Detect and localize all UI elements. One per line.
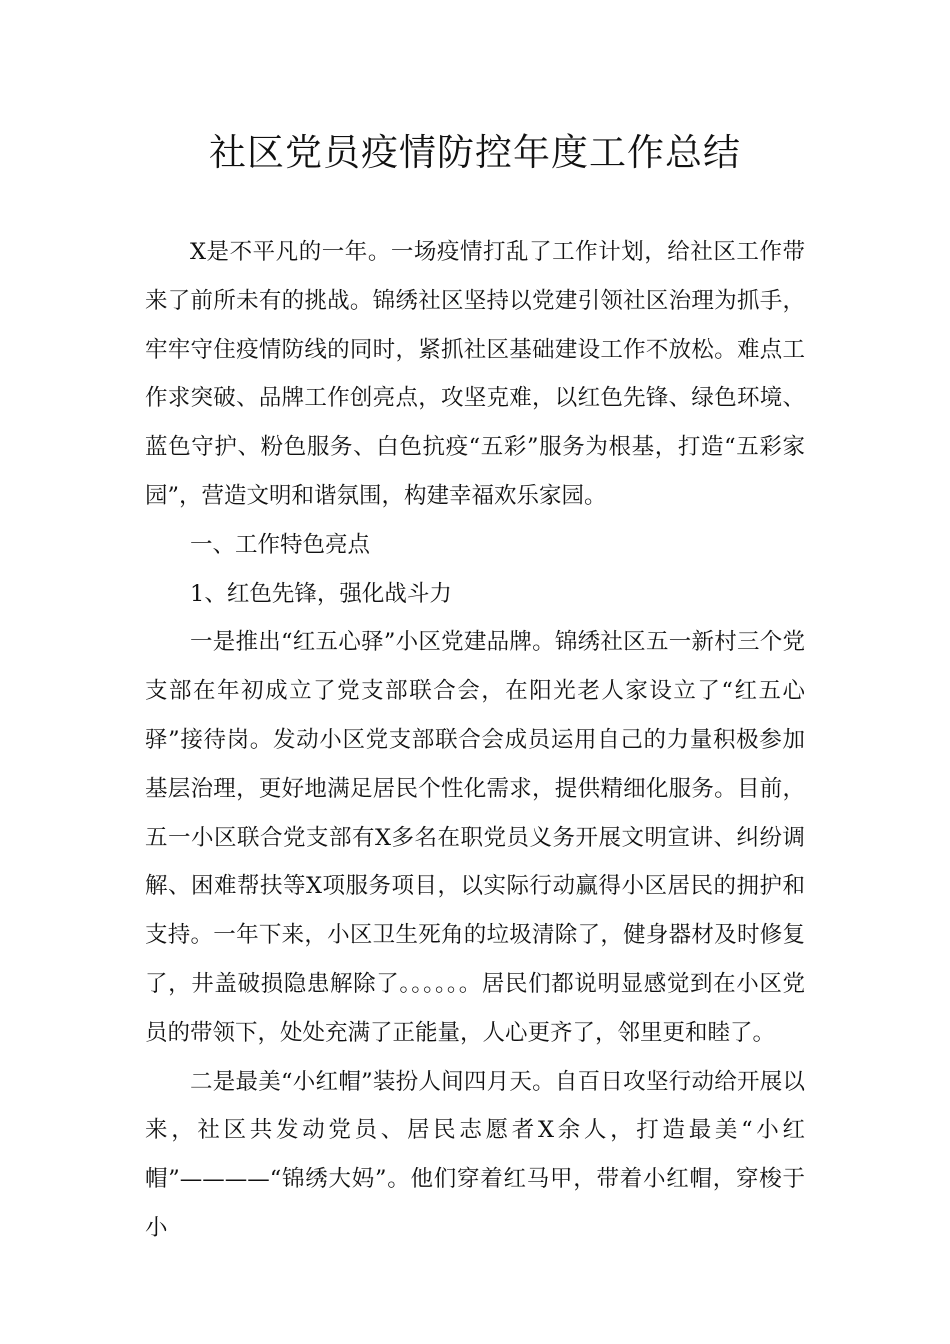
body-paragraph: 一是推出“红五心驿”小区党建品牌。锦绣社区五一新村三个党支部在年初成立了党支部联合会，在阳光老人家设立了“红五心驿”接待岗。发动小区党支部联合会成员运用自己的力量积极参加基层治理，更好地满足居民个性化需求，提供精细化服务。目前，五一小区联合党支部有X多名在职党员义务开展文明宣讲、纠纷调解、困难帮扶等X项服务项目，以实际行动赢得小区居民的拥护和支持。一年下来，小区卫生死角的垃圾清除了，健身器材及时修复了，井盖破损隐患解除了。。。。。。居民们都说明显感觉到在小区党员的带领下，处处充满了正能量，人心更齐了，邻里更和睦了。 [145, 629, 805, 1046]
document-title: 社区党员疫情防控年度工作总结 [209, 131, 741, 174]
section-heading: 一、工作特色亮点 [190, 531, 371, 558]
document-body [145, 228, 805, 1253]
body-paragraph: 二是最美“小红帽”装扮人间四月天。自百日攻坚行动给开展以来，社区共发动党员、居民志愿者X余人，打造最美“小红帽”————“锦绣大妈”。他们穿着红马甲，带着小红帽，穿梭于小 [145, 1068, 805, 1241]
subsection-heading: 1、红色先锋，强化战斗力 [190, 580, 452, 607]
intro-paragraph: X是不平凡的一年。一场疫情打乱了工作计划，给社区工作带来了前所未有的挑战。锦绣社区坚持以党建引领社区治理为抓手，牢牢守住疫情防线的同时，紧抓社区基础建设工作不放松。难点工作求突破、品牌工作创亮点，攻坚克难，以红色先锋、绿色环境、蓝色守护、粉色服务、白色抗疫“五彩”服务为根基，打造“五彩家园”，营造文明和谐氛围，构建幸福欢乐家园。 [145, 239, 805, 509]
